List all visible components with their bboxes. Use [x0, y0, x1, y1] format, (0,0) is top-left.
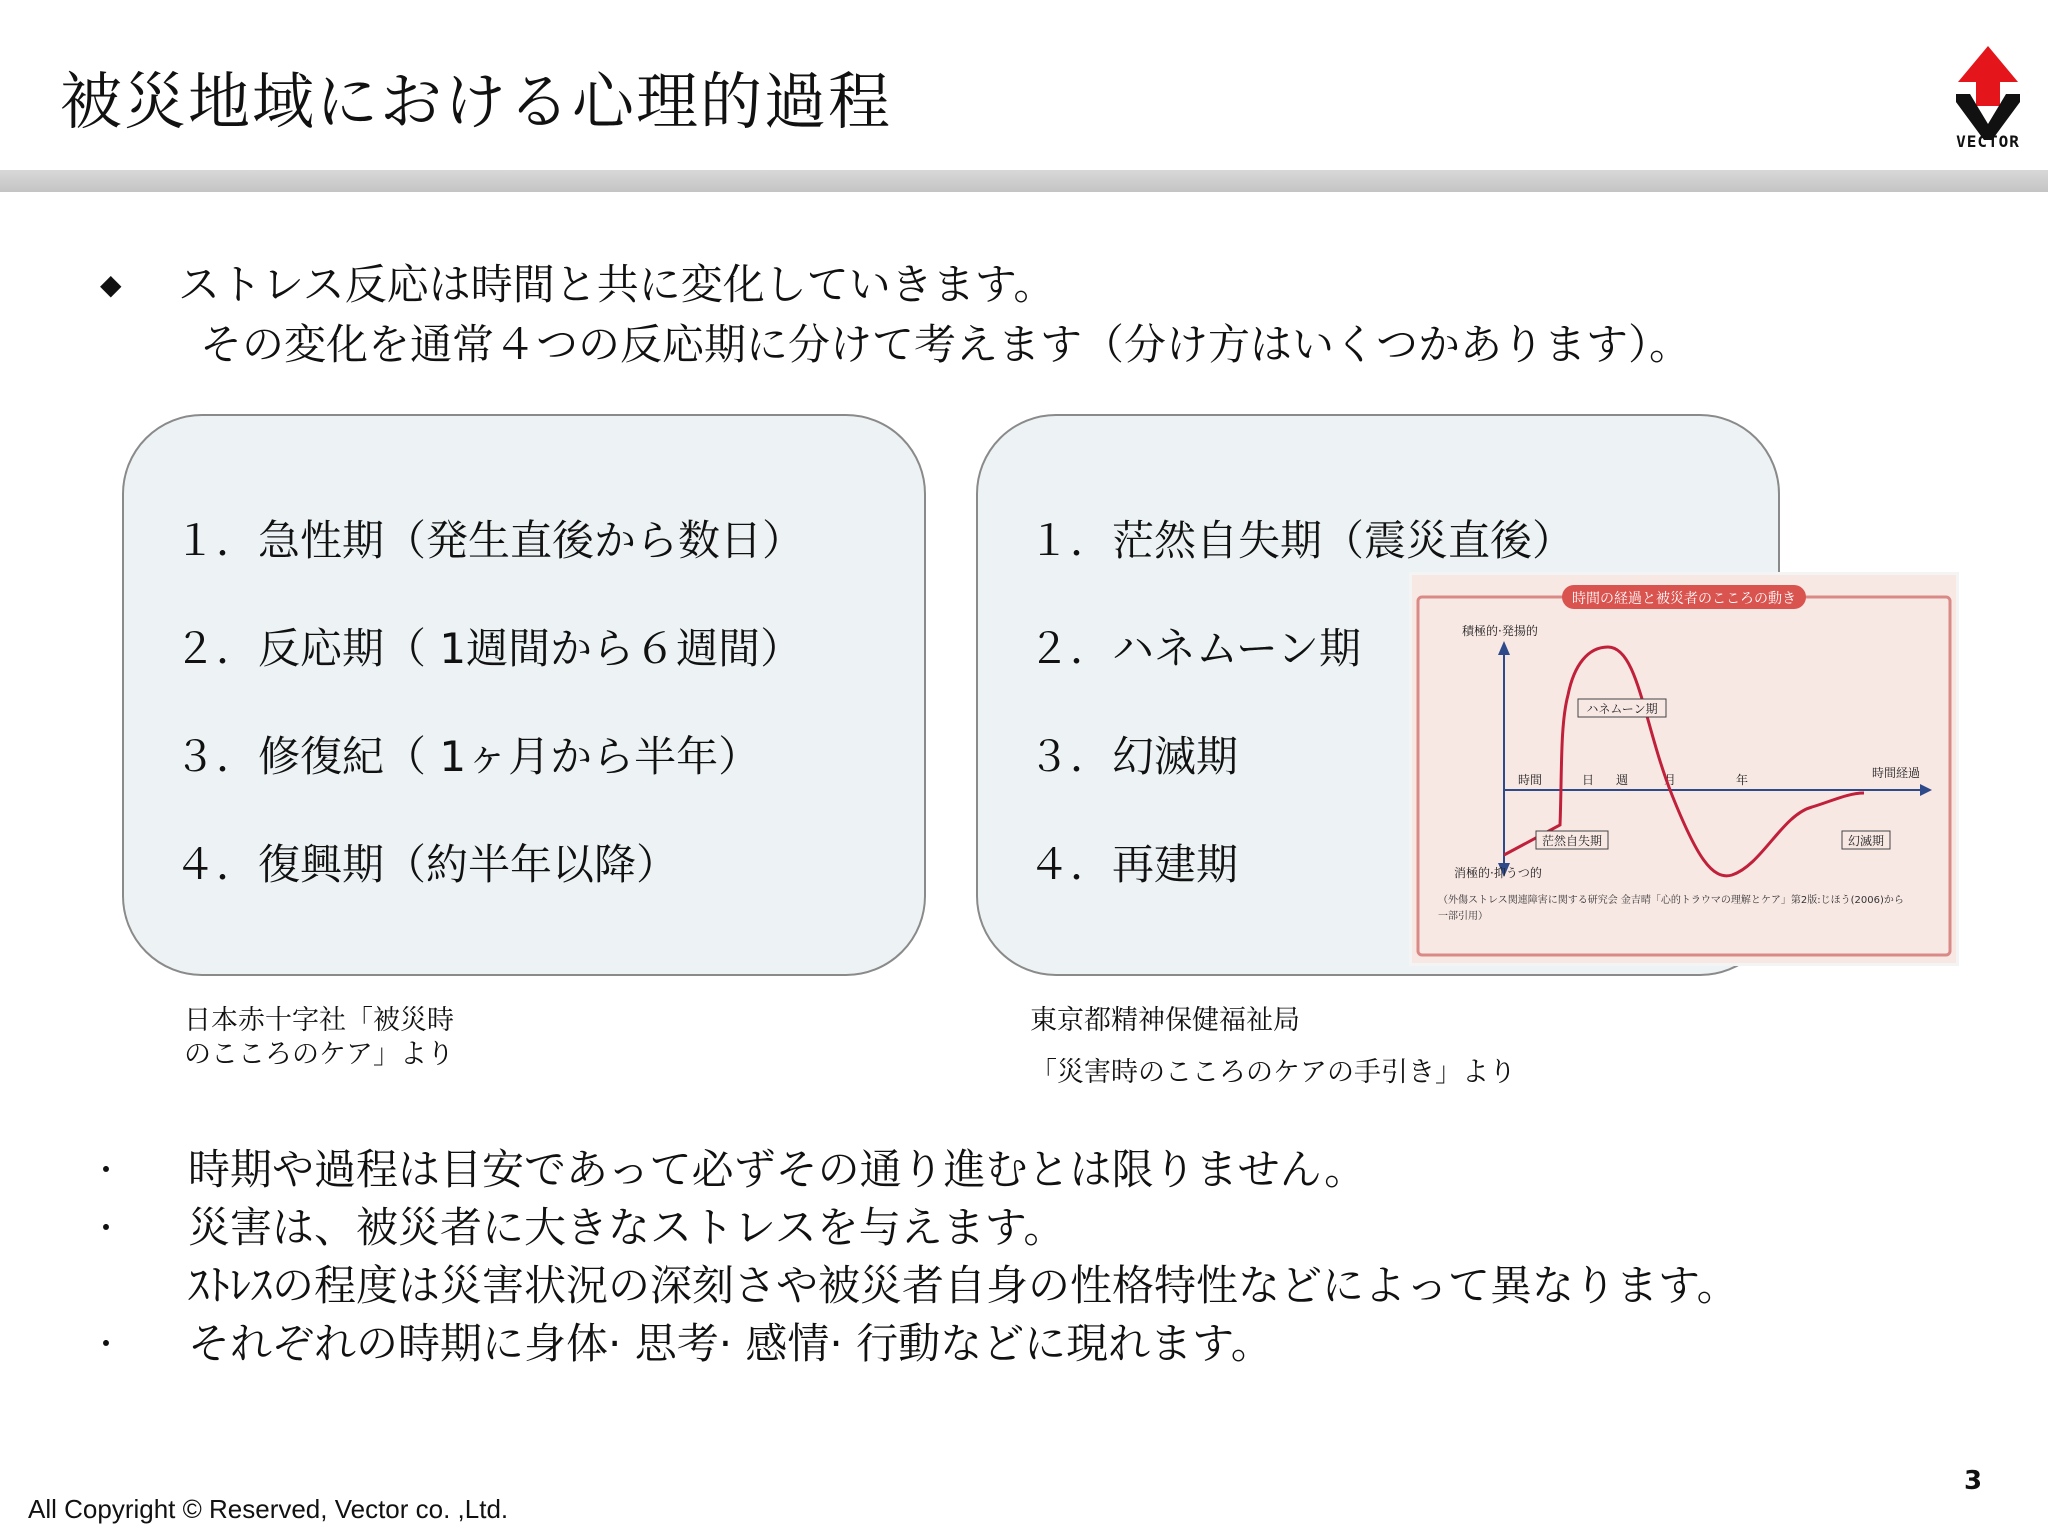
- intro-line-1: ストレス反応は時間と共に変化していきます。: [178, 260, 1056, 309]
- copyright-text: All Copyright © Reserved, Vector co. ,Ltd.: [28, 1494, 509, 1524]
- note-item: 災害は、被災者に大きなストレスを与えます。: [188, 1203, 1066, 1252]
- right-phase-item: ２．ハネムーン期: [1028, 624, 1362, 673]
- stress-curve-diagram: [1412, 575, 1956, 963]
- page-number: 3: [1964, 1466, 1983, 1496]
- note-bullet: ・: [90, 1209, 123, 1247]
- diamond-bullet-icon: ◆: [100, 268, 122, 301]
- note-bullet: ・: [90, 1151, 123, 1189]
- left-phase-panel: [122, 414, 926, 976]
- right-source-line-2: 「災害時のこころのケアの手引き」より: [1030, 1057, 1516, 1088]
- x-axis-arrow: [1920, 784, 1932, 796]
- left-source-line-1: 日本赤十字社「被災時: [184, 1005, 454, 1036]
- right-source: [1030, 1004, 1516, 1090]
- left-phase-item: ３．修復紀（ 1ヶ月から半年）: [174, 732, 761, 781]
- figure-caption-1: （外傷ストレス関連障害に関する研究会 金吉晴「心的トラウマの理解とケア」第2版:じほう(2006)から: [1438, 895, 1904, 906]
- right-phase-item: １．茫然自失期（震災直後）: [1028, 516, 1575, 565]
- shock-label: 茫然自失期: [1541, 834, 1603, 848]
- figure-header: 時間の経過と被災者のこころの動き: [1572, 591, 1796, 607]
- left-phase-item: １．急性期（発生直後から数日）: [174, 516, 805, 565]
- left-source: [184, 1004, 454, 1072]
- right-source-line-1: 東京都精神保健福祉局: [1030, 1005, 1300, 1036]
- logo-text: VECTOR: [1956, 132, 2020, 151]
- note-item: それぞれの時期に身体· 思考· 感情· 行動などに現れます。: [188, 1319, 1273, 1368]
- tick-label: 月: [1664, 773, 1677, 787]
- y-axis-up-arrow: [1498, 641, 1510, 655]
- x-axis-label: 時間経過: [1872, 766, 1921, 780]
- stress-curve-figure: [1412, 575, 1956, 963]
- right-phase-item: ３．幻滅期: [1028, 732, 1239, 781]
- note-bullet: ・: [90, 1325, 123, 1363]
- right-phase-item: ４．再建期: [1028, 840, 1239, 889]
- left-phase-item: ２．反応期（ 1週間から６週間）: [174, 624, 803, 673]
- note-item: ｽﾄﾚｽの程度は災害状況の深刻さや被災者自身の性格特性などによって異なります。: [188, 1261, 1739, 1310]
- intro-line-2: その変化を通常４つの反応期に分けて考えます（分け方はいくつかあります）。: [200, 320, 1692, 369]
- left-phase-item: ４．復興期（約半年以降）: [174, 840, 679, 889]
- figure-caption-2: 一部引用）: [1438, 911, 1488, 922]
- axis-start-label: 時間: [1518, 773, 1543, 787]
- tick-label: 日: [1582, 773, 1595, 787]
- honeymoon-label: ハネムーン期: [1586, 702, 1658, 716]
- slide-title: 被災地域における心理的過程: [60, 65, 893, 138]
- y-axis-bottom-label: 消極的·抑うつ的: [1454, 866, 1542, 880]
- title-divider: [0, 170, 2048, 192]
- left-source-line-2: のこころのケア」より: [184, 1039, 454, 1070]
- y-axis-top-label: 積極的·発揚的: [1462, 624, 1538, 638]
- disillusion-label: 幻滅期: [1847, 834, 1885, 848]
- note-item: 時期や過程は目安であって必ずその通り進むとは限りません。: [188, 1145, 1367, 1194]
- tick-label: 年: [1736, 773, 1749, 787]
- tick-label: 週: [1616, 773, 1629, 787]
